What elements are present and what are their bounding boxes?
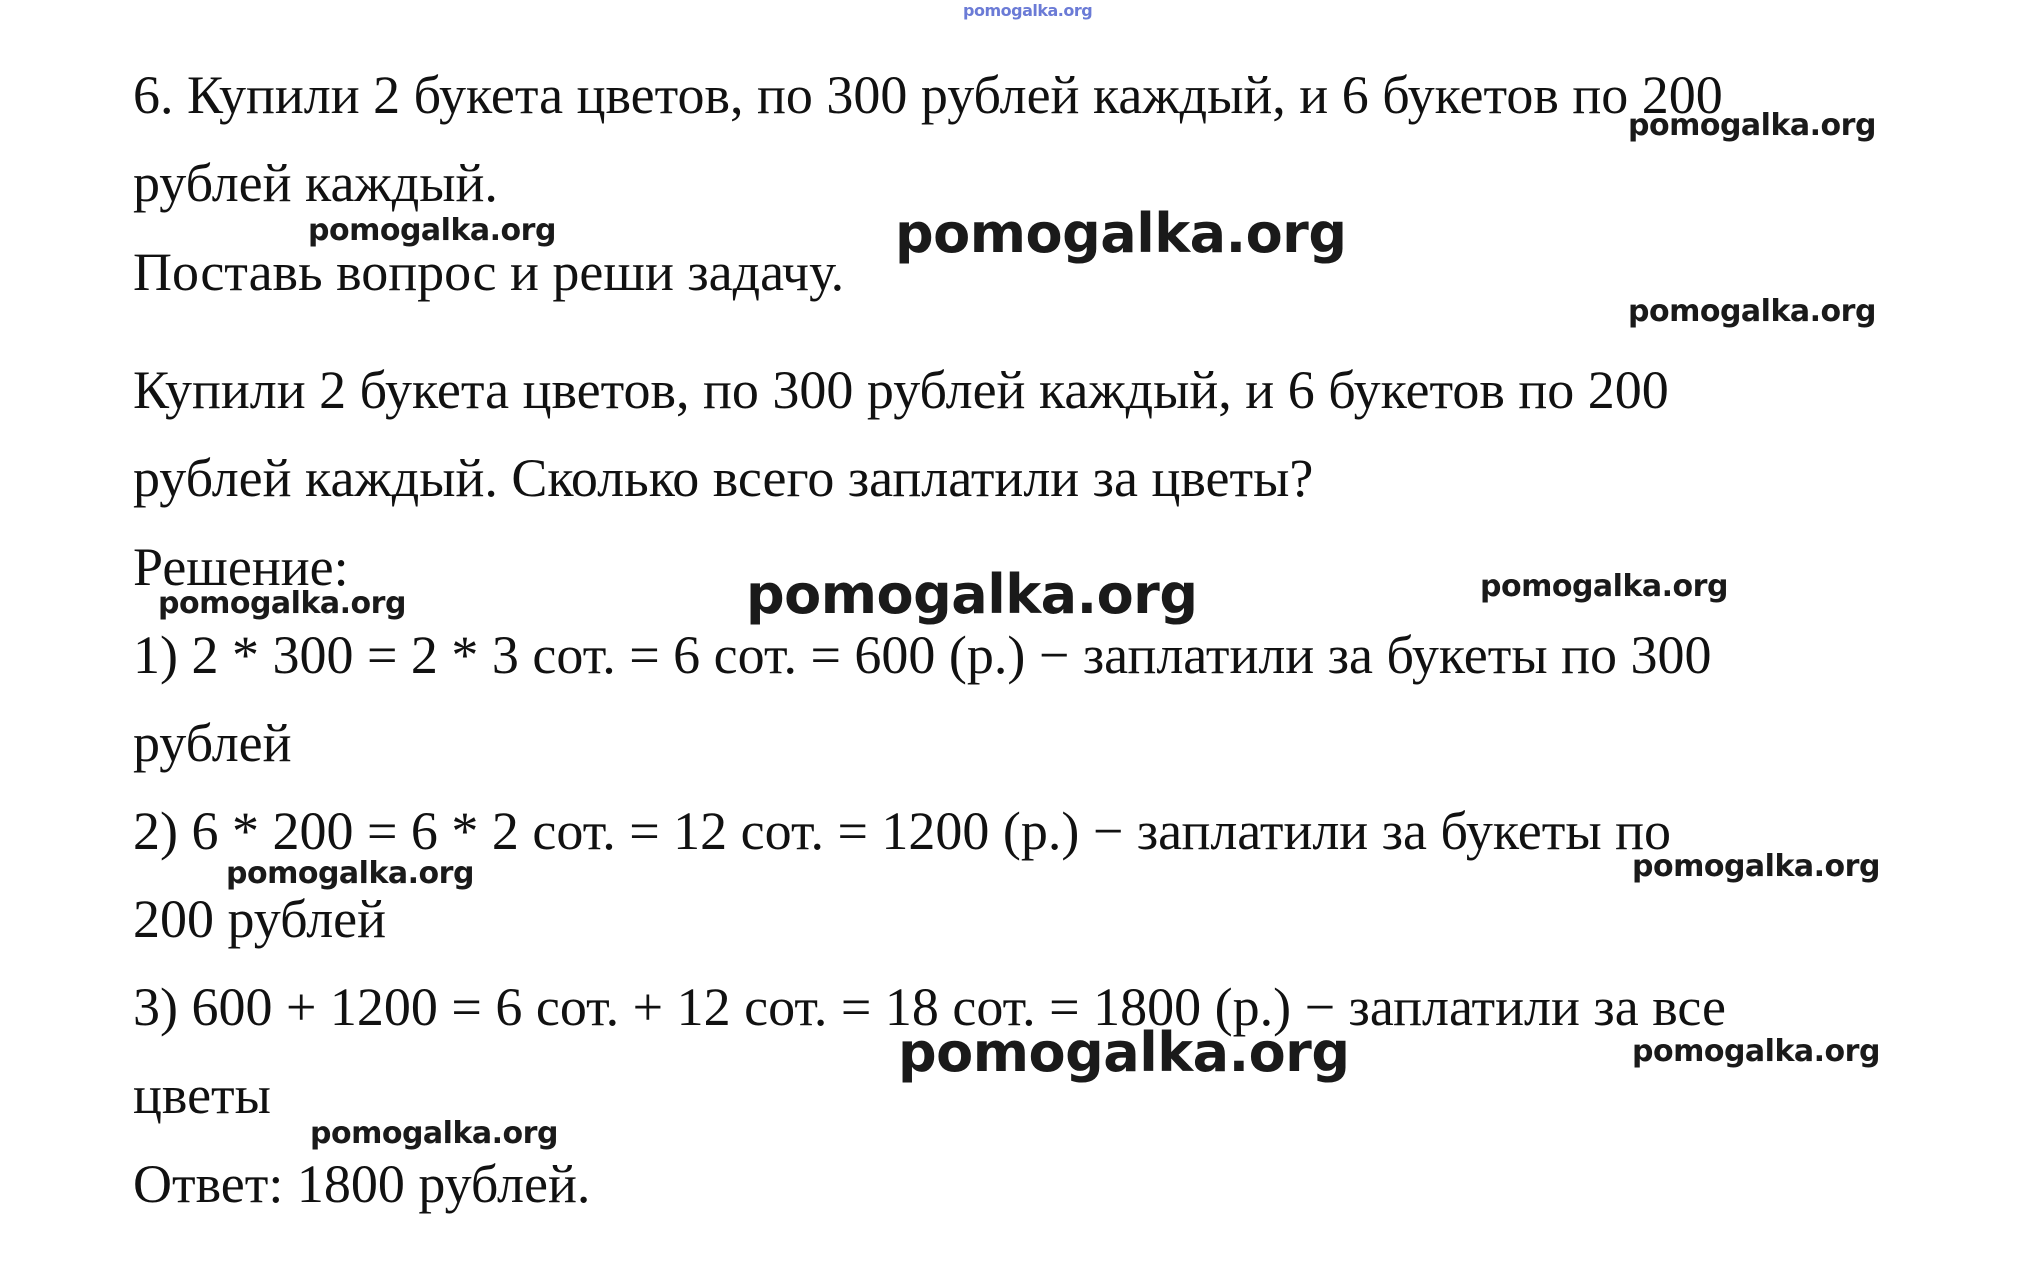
solution-step-1-line-1: 1) 2 * 300 = 2 * 3 сот. = 6 сот. = 600 (р.) − заплатили за букеты по 300 <box>133 625 1712 685</box>
watermark-large: pomogalka.org <box>898 1021 1350 1084</box>
question-line-1: Купили 2 букета цветов, по 300 рублей каждый, и 6 букетов по 200 <box>133 360 1669 420</box>
solution-step-2-line-2: 200 рублей <box>133 889 387 949</box>
watermark: pomogalka.org <box>310 1116 558 1151</box>
question-line-2: рублей каждый. Сколько всего заплатили за цветы? <box>133 448 1314 508</box>
problem-line-3: Поставь вопрос и реши задачу. <box>133 242 845 302</box>
watermark: pomogalka.org <box>226 856 474 891</box>
watermark: pomogalka.org <box>1480 569 1728 604</box>
watermark: pomogalka.org <box>1632 849 1880 884</box>
problem-line-2: рублей каждый. <box>133 153 498 213</box>
watermark: pomogalka.org <box>1628 108 1876 143</box>
watermark: pomogalka.org <box>1628 294 1876 329</box>
watermark: pomogalka.org <box>158 586 406 621</box>
answer-line: Ответ: 1800 рублей. <box>133 1154 591 1214</box>
watermark: pomogalka.org <box>1632 1034 1880 1069</box>
solution-step-3-line-1: 3) 600 + 1200 = 6 сот. + 12 сот. = 18 сот. = 1800 (р.) − заплатили за все <box>133 977 1726 1037</box>
solution-step-2-line-1: 2) 6 * 200 = 6 * 2 сот. = 12 сот. = 1200 (р.) − заплатили за букеты по <box>133 801 1672 861</box>
watermark-large: pomogalka.org <box>746 563 1198 626</box>
solution-step-3-line-2: цветы <box>133 1065 271 1125</box>
solution-step-1-line-2: рублей <box>133 713 292 773</box>
watermark-top: pomogalka.org <box>963 1 1093 20</box>
problem-line-1: 6. Купили 2 букета цветов, по 300 рублей каждый, и 6 букетов по 200 <box>133 65 1723 125</box>
watermark-large: pomogalka.org <box>895 202 1347 265</box>
watermark: pomogalka.org <box>308 213 556 248</box>
solution-heading: Решение: <box>133 537 349 597</box>
